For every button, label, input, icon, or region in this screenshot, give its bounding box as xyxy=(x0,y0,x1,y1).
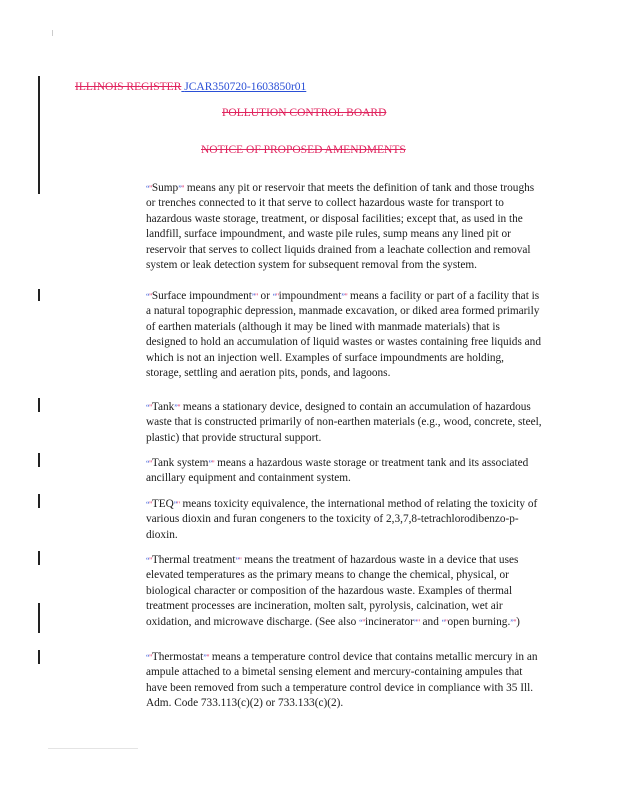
notice-heading: NOTICE OF PROPOSED AMENDMENTS xyxy=(201,144,406,156)
defined-term: Thermostat xyxy=(151,651,204,663)
defined-term: TEQ xyxy=(151,498,174,510)
change-bar xyxy=(38,76,40,194)
register-header xyxy=(75,80,306,94)
cross-reference: incinerator xyxy=(364,615,414,628)
defined-term: Thermal treatment xyxy=(151,554,236,566)
definition-teq: “"TEQ”" means toxicity equivalence, the international method of relating the toxicity of various dioxin and furan congeners to the toxicity of 2,3,7,8-tetrachlorodibenzo-p-dioxin. xyxy=(146,498,538,541)
cross-reference: open burning. xyxy=(447,615,511,628)
change-bar xyxy=(38,398,40,412)
defined-term: impoundment xyxy=(278,290,342,302)
defined-term: Surface impoundment xyxy=(151,290,252,302)
definition-thermal-treatment: “"Thermal treatment”" means the treatment of hazardous waste in a device that uses elevated temperatures as the primary means to change the chemical, physical, or biological character or composition of the hazardous waste. Examples of thermal treatment processes are incineration, molten salt, pyrolysis, calcination, wet air oxidation, and microwave discharge. (See also “"incinerator”" and “"open burning.”") xyxy=(146,554,520,628)
change-bar xyxy=(38,289,40,301)
defined-term: Tank xyxy=(151,401,175,413)
defined-term: Tank system xyxy=(151,457,209,469)
definition-tank-system: “"Tank system”" means a hazardous waste storage or treatment tank and its associated ancillary equipment and containment system. xyxy=(146,457,529,485)
definition-sump: “"Sump”" means any pit or reservoir that meets the definition of tank and those troughs or trenches connected to it that serve to collect hazardous waste for transport to hazardous waste storage, treatment, or disposal facilities; except that, as used in the landfill, surface impoundment, and waste pile rules, sump means any lined pit or reservoir that serves to collect liquids drained from a leachate collection and removal system or leak detection system for subsequent removal from the system. xyxy=(146,182,535,272)
definition-surface-impoundment: “"Surface impoundment”" or “"impoundment”" means a facility or part of a facility that is a natural topographic depression, manmade excavation, or diked area formed primarily of earthen materials (although it may be lined with manmade materials) that is designed to hold an accumulation of liquid wastes or wastes containing free liquids and which is not an injection well. Examples of surface impoundments are holding, storage, settling and aeration pits, ponds, and lagoons. xyxy=(146,290,541,380)
defined-term: Sump xyxy=(151,182,179,194)
register-struck: ILLINOIS REGISTER xyxy=(75,81,182,93)
change-bar xyxy=(38,453,40,467)
scan-mark xyxy=(48,748,138,749)
register-inserted: JCAR350720-1603850r01 xyxy=(184,81,307,93)
definition-tank: “"Tank”" means a stationary device, designed to contain an accumulation of hazardous waste that is constructed primarily of non-earthen materials (e.g., wood, concrete, steel, plastic) that provide structural support. xyxy=(146,401,542,444)
change-bar xyxy=(38,494,40,508)
change-bar xyxy=(38,603,40,633)
change-bar xyxy=(38,551,40,565)
change-bar xyxy=(38,650,40,664)
scan-mark xyxy=(52,30,53,36)
board-heading: POLLUTION CONTROL BOARD xyxy=(222,107,387,119)
definition-thermostat: “"Thermostat”" means a temperature control device that contains metallic mercury in an ampule attached to a bimetal sensing element and mercury-containing ampules that have been removed from such a temperature control device in compliance with 35 Ill. Adm. Code 733.113(c)(2) or 733.133(c)(2). xyxy=(146,651,538,710)
